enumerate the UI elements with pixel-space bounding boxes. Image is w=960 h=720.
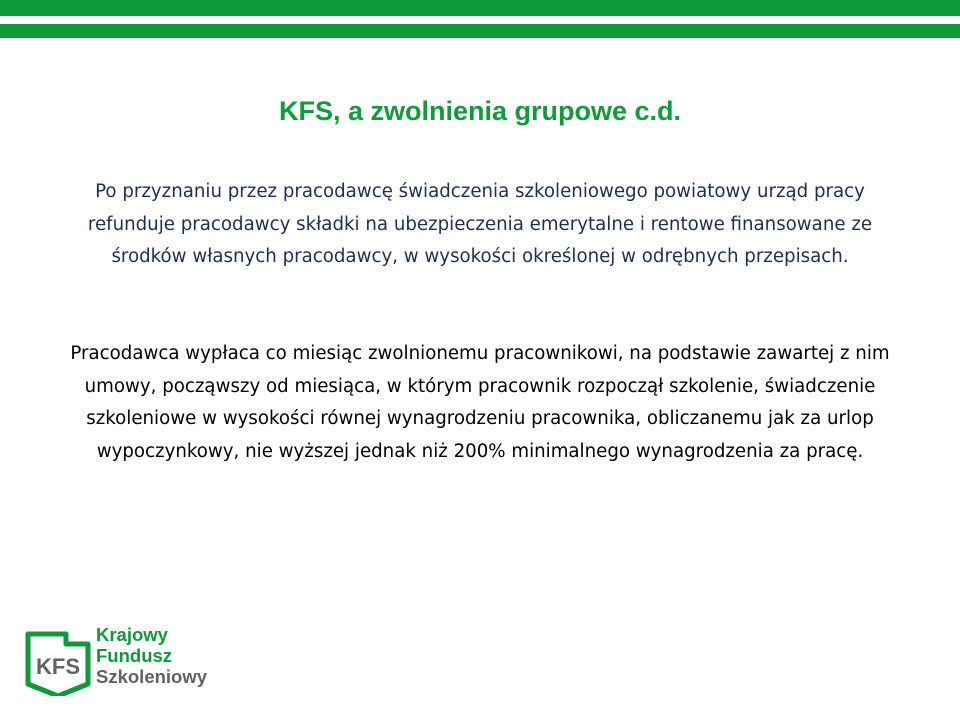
paragraph-refund: Po przyznaniu przez pracodawcę świadczenia szkoleniowego powiatowy urząd pracy refunduje pracodawcy składki na ubezpieczenia emerytalne i rentowe finansowane ze środków własnych pracodawcy, w wysokości określonej w odrębnych przepisach. [87,181,873,267]
kfs-shield-icon [22,624,94,696]
logo-mark-text: KFS [36,654,80,679]
logo-wordmark [96,624,207,687]
logo-line-krajowy: Krajowy [96,624,168,645]
kfs-logo [22,624,232,704]
logo-line-szkoleniowy: Szkoleniowy [96,666,208,687]
header-green-bar [0,0,960,16]
header-green-stripe [0,24,960,38]
paragraph-payment: Pracodawca wypłaca co miesiąc zwolnionemu pracownikowi, na podstawie zawartej z nim umowy, począwszy od miesiąca, w którym pracownik rozpoczął szkolenie, świadczenie szkoleniowe w wysokości równej wynagrodzeniu pracownika, obliczanemu jak za urlop wypoczynkowy, nie wyższej jednak niż 200% minimalnego wynagrodzenia za pracę. [70,343,890,462]
logo-line-fundusz: Fundusz [96,645,173,666]
slide-title: KFS, a zwolnienia grupowe c.d. [278,96,682,126]
